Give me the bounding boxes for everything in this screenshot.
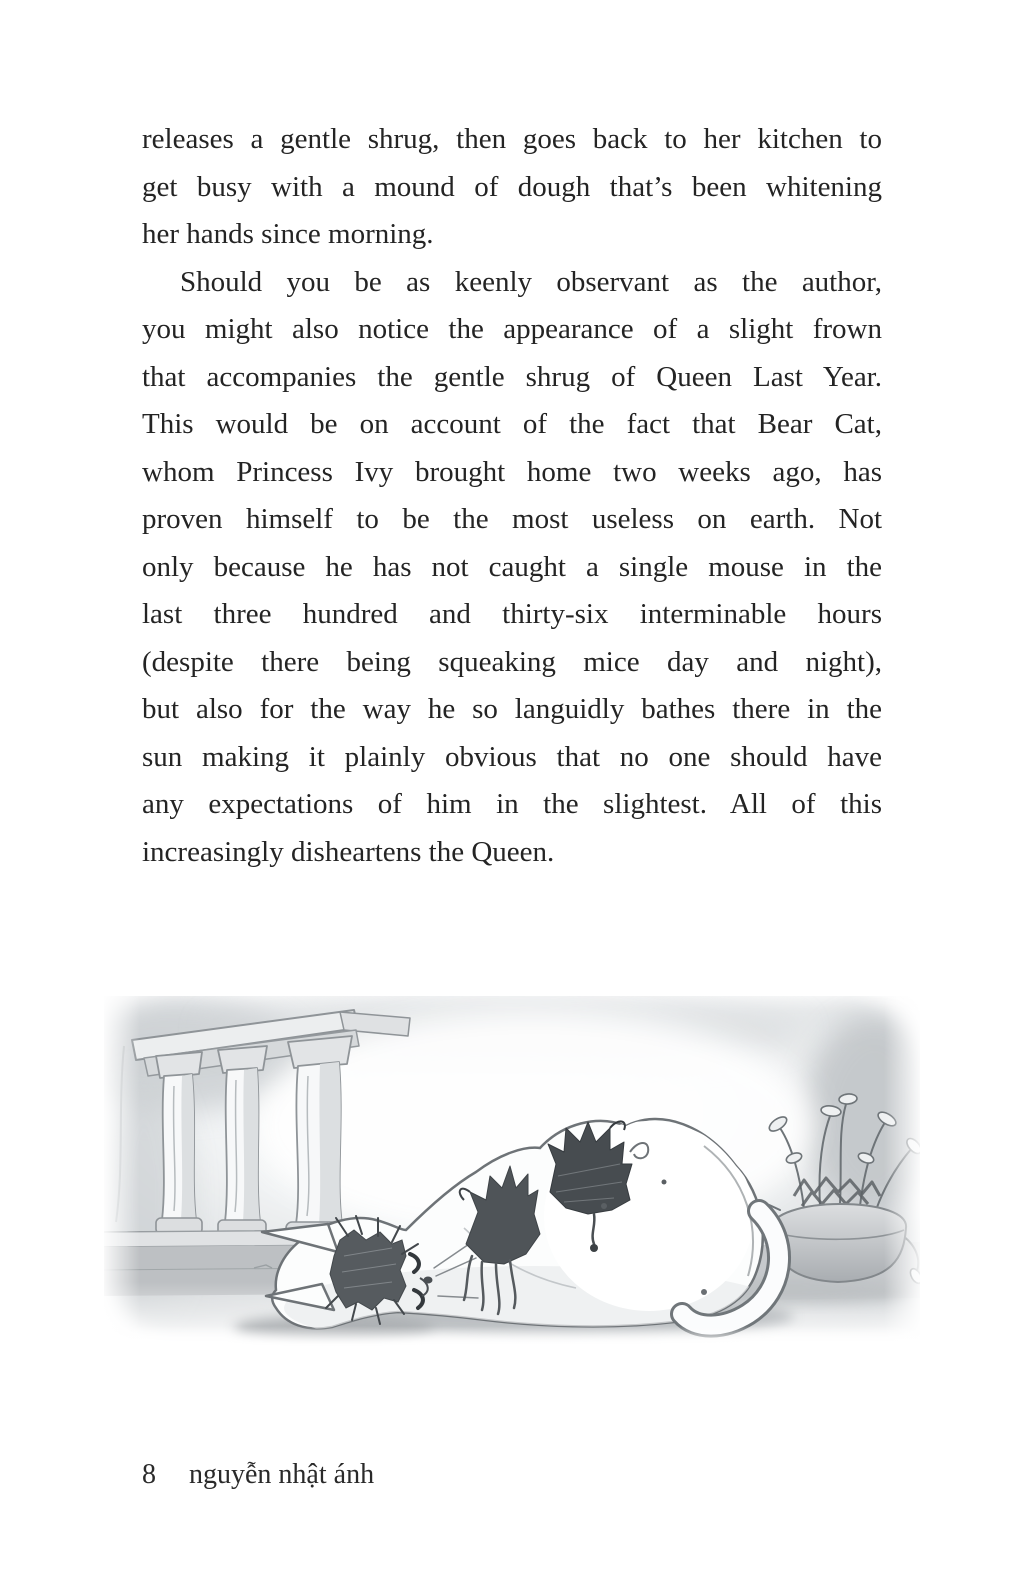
page-number: 8 [142, 1459, 156, 1490]
text-line: get busy with a mound of dough that’s been whitening [142, 170, 882, 203]
text-line: sun making it plainly obvious that no one should have [142, 740, 882, 773]
text-line: but also for the way he so languidly bathes there in the [142, 693, 882, 725]
text-line: (despite there being squeaking mice day and night), [142, 645, 882, 678]
text-line: only because he has not caught a single mouse in the [142, 550, 882, 583]
text-line: releases a gentle shrug, then goes back to her kitchen to [142, 123, 882, 155]
cat-spot [662, 1180, 667, 1185]
cat-illustration [104, 996, 920, 1348]
text-line: any expectations of him in the slightest. All of this [142, 788, 882, 820]
text-line: This would be on account of the fact that Bear Cat, [142, 408, 882, 440]
text-line: her hands since morning. [142, 218, 434, 250]
text-line: last three hundred and thirty-six interminable hours [142, 598, 882, 630]
text-line: that accompanies the gentle shrug of Queen Last Year. [142, 360, 882, 393]
text-line: you might also notice the appearance of a slight frown [142, 313, 882, 345]
cat-spot [601, 1203, 607, 1209]
page-footer [142, 1458, 374, 1492]
text-line: Should you be as keenly observant as the author, [180, 265, 882, 298]
paragraph-2 [142, 259, 882, 877]
cat-spot [701, 1289, 707, 1295]
text-line: increasingly disheartens the Queen. [142, 835, 555, 868]
text-line: proven himself to be the most useless on earth. Not [142, 503, 882, 535]
paragraph-1 [142, 116, 882, 259]
text-line: whom Princess Ivy brought home two weeks ago, has [142, 455, 882, 488]
author-name: nguyễn nhật ánh [189, 1459, 375, 1490]
body-text [142, 116, 882, 876]
